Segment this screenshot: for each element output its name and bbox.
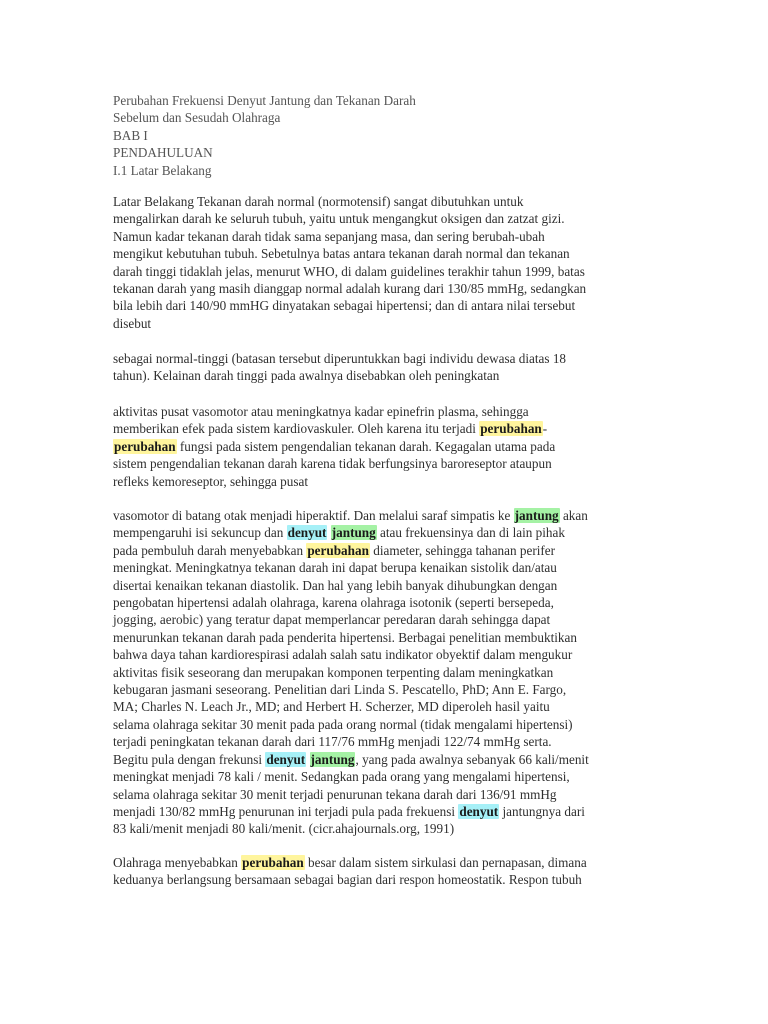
text-line (113, 664, 658, 681)
text-line (113, 786, 658, 803)
text-segment: selama olahraga sekitar 30 menit terjadi penurunan tekana darah dari 136/91 mmHg (113, 786, 557, 802)
highlighted-keyword: jantung (514, 508, 559, 523)
text-segment: meningkat menjadi 78 kali / menit. Sedangkan pada orang yang mengalami hipertensi, (113, 769, 570, 785)
text-segment: mempengaruhi isi sekuncup dan (113, 525, 287, 541)
text-segment: - (542, 421, 548, 437)
highlighted-keyword: denyut (459, 803, 499, 819)
text-segment: Namun kadar tekanan darah tidak sama sepanjang masa, dan sering berubah-ubah (113, 228, 545, 244)
text-line (113, 297, 658, 314)
paragraph-5 (113, 854, 658, 889)
text-segment: diameter, sehingga tahanan perifer (369, 542, 556, 558)
text-segment: menjadi 130/82 mmHg penurunan ini terjadi pula pada frekuensi (113, 803, 459, 819)
text-segment: atau frekuensinya dan di lain pihak (376, 525, 565, 541)
text-segment: bila lebih dari 140/90 mmHG dinyatakan sebagai hipertensi; dan di antara nilai tersebut (113, 298, 576, 314)
text-segment: MA; Charles N. Leach Jr., MD; and Herbert H. Scherzer, MD diperoleh hasil yaitu (113, 699, 550, 715)
text-segment: jogging, aerobic) yang teratur dapat memperlancar peredaran darah sehingga dapat (113, 612, 551, 628)
text-line (113, 263, 658, 280)
text-line (113, 438, 658, 455)
text-line (113, 280, 658, 297)
text-segment: pengobatan hipertensi adalah olahraga, karena olahraga isotonik (seperti bersepeda, (113, 595, 554, 611)
text-line (113, 507, 658, 524)
text-segment: meningkat. Meningkatnya tekanan darah ini dapat berupa kenaikan sistolik dan/atau (113, 560, 557, 576)
text-segment: akan (559, 508, 588, 523)
text-segment: disertai kenaikan tekanan diastolik. Dan hal yang lebih banyak dihubungkan dengan (113, 577, 558, 593)
text-line (113, 594, 658, 611)
paragraph-2 (113, 350, 658, 385)
text-line (113, 751, 658, 768)
text-segment: menurunkan tekanan darah pada penderita hipertensi. Berbagai penelitian membuktikan (113, 629, 577, 645)
text-segment: refleks kemoreseptor, sehingga pusat (113, 473, 309, 489)
text-line (113, 698, 658, 715)
chapter-title: PENDAHULUAN (113, 145, 213, 161)
text-segment: mengikut kebutuhan tubuh. Sebetulnya batas antara tekanan darah normal dan tekanan (113, 246, 570, 262)
text-segment: vasomotor di batang otak menjadi hiperaktif. Dan melalui saraf simpatis ke (113, 508, 514, 523)
text-line (113, 524, 658, 541)
paragraph-3 (113, 403, 658, 490)
text-line (113, 193, 658, 210)
section-heading: I.1 Latar Belakang (113, 162, 212, 178)
text-line (113, 820, 658, 837)
document-title-line-1: Perubahan Frekuensi Denyut Jantung dan Tekanan Darah (113, 93, 416, 108)
highlighted-keyword: denyut (266, 751, 306, 767)
text-segment: disebut (113, 315, 152, 331)
text-segment: sistem pengendalian tekanan darah karena tidak berfungsinya baroreseptor ataupun (113, 456, 552, 472)
text-line (113, 315, 658, 332)
text-line (113, 577, 658, 594)
text-segment: memberikan efek pada sistem kardiovaskuler. Oleh karena itu terjadi (113, 421, 480, 437)
text-line (113, 473, 658, 490)
text-segment: Begitu pula dengan frekunsi (113, 751, 266, 767)
text-line (113, 367, 658, 384)
text-segment: darah tinggi tidaklah jelas, menurut WHO, di dalam guidelines terakhir tahun 1999, batas (113, 263, 585, 279)
chapter-number: BAB I (113, 127, 148, 143)
text-segment: sebagai normal-tinggi (batasan tersebut diperuntukkan bagi individu dewasa diatas 18 (113, 351, 567, 366)
text-line (113, 629, 658, 646)
text-segment: kebugaran jasmani seseorang. Penelitian dari Linda S. Pescatello, PhD; Ann E. Fargo, (113, 682, 567, 698)
text-line (113, 420, 658, 437)
highlighted-keyword: perubahan (480, 421, 542, 437)
text-line (113, 768, 658, 785)
text-line (113, 646, 658, 663)
text-segment: terjadi peningkatan tekanan darah dari 117/76 mmHg menjadi 122/74 mmHg serta. (113, 734, 552, 750)
text-line (113, 350, 658, 367)
text-segment: tekanan darah yang masih dianggap normal adalah kurang dari 130/85 mmHg, sedangkan (113, 281, 587, 297)
text-segment: fungsi pada sistem pengendalian tekanan darah. Kegagalan utama pada (176, 438, 556, 454)
text-segment: besar dalam sistem sirkulasi dan pernapasan, dimana (304, 855, 587, 870)
text-segment: pada pembuluh darah menyebabkan (113, 542, 307, 558)
text-segment: , yang pada awalnya sebanyak 66 kali/menit (355, 751, 589, 767)
text-segment: Latar Belakang Tekanan darah normal (normotensif) sangat dibutuhkan untuk (113, 194, 524, 209)
text-line (113, 871, 658, 888)
highlighted-keyword: denyut (287, 525, 327, 541)
text-segment: Olahraga menyebabkan (113, 855, 242, 870)
text-line (113, 228, 658, 245)
highlighted-keyword: perubahan (242, 855, 304, 870)
text-line (113, 733, 658, 750)
paragraph-1 (113, 193, 658, 332)
document-header (113, 92, 653, 179)
text-line (113, 611, 658, 628)
text-segment: aktivitas pusat vasomotor atau meningkatnya kadar epinefrin plasma, sehingga (113, 404, 529, 419)
document-title-line-2: Sebelum dan Sesudah Olahraga (113, 110, 281, 126)
text-line (113, 681, 658, 698)
text-line (113, 559, 658, 576)
text-segment: jantungnya dari (499, 803, 585, 819)
highlighted-keyword: perubahan (114, 438, 176, 454)
text-segment: bahwa daya tahan kardiorespirasi adalah salah satu indikator obyektif dalam mengukur (113, 647, 573, 663)
text-line (113, 854, 658, 871)
text-line (113, 455, 658, 472)
text-line (113, 403, 658, 420)
text-segment: selama olahraga sekitar 30 menit pada pada orang normal (tidak mengalami hipertensi) (113, 716, 573, 732)
text-segment: aktivitas fisik seseorang dan merupakan komponen terpenting dalam meningkatkan (113, 664, 554, 680)
text-line (113, 210, 658, 227)
text-segment: tahun). Kelainan darah tinggi pada awalnya disebabkan oleh peningkatan (113, 368, 500, 384)
text-segment: mengalirkan darah ke seluruh tubuh, yaitu untuk mengangkut oksigen dan zatzat gizi. (113, 211, 565, 227)
text-segment: 83 kali/menit menjadi 80 kali/menit. (cicr.ahajournals.org, 1991) (113, 821, 455, 837)
paragraph-4 (113, 507, 658, 838)
highlighted-keyword: perubahan (307, 542, 369, 558)
text-line (113, 716, 658, 733)
text-line (113, 803, 658, 820)
text-line (113, 542, 658, 559)
text-line (113, 245, 658, 262)
highlighted-keyword: jantung (331, 525, 376, 541)
text-segment: keduanya berlangsung bersamaan sebagai bagian dari respon homeostatik. Respon tubuh (113, 872, 582, 888)
highlighted-keyword: jantung (310, 751, 355, 767)
text-segment (306, 752, 309, 767)
